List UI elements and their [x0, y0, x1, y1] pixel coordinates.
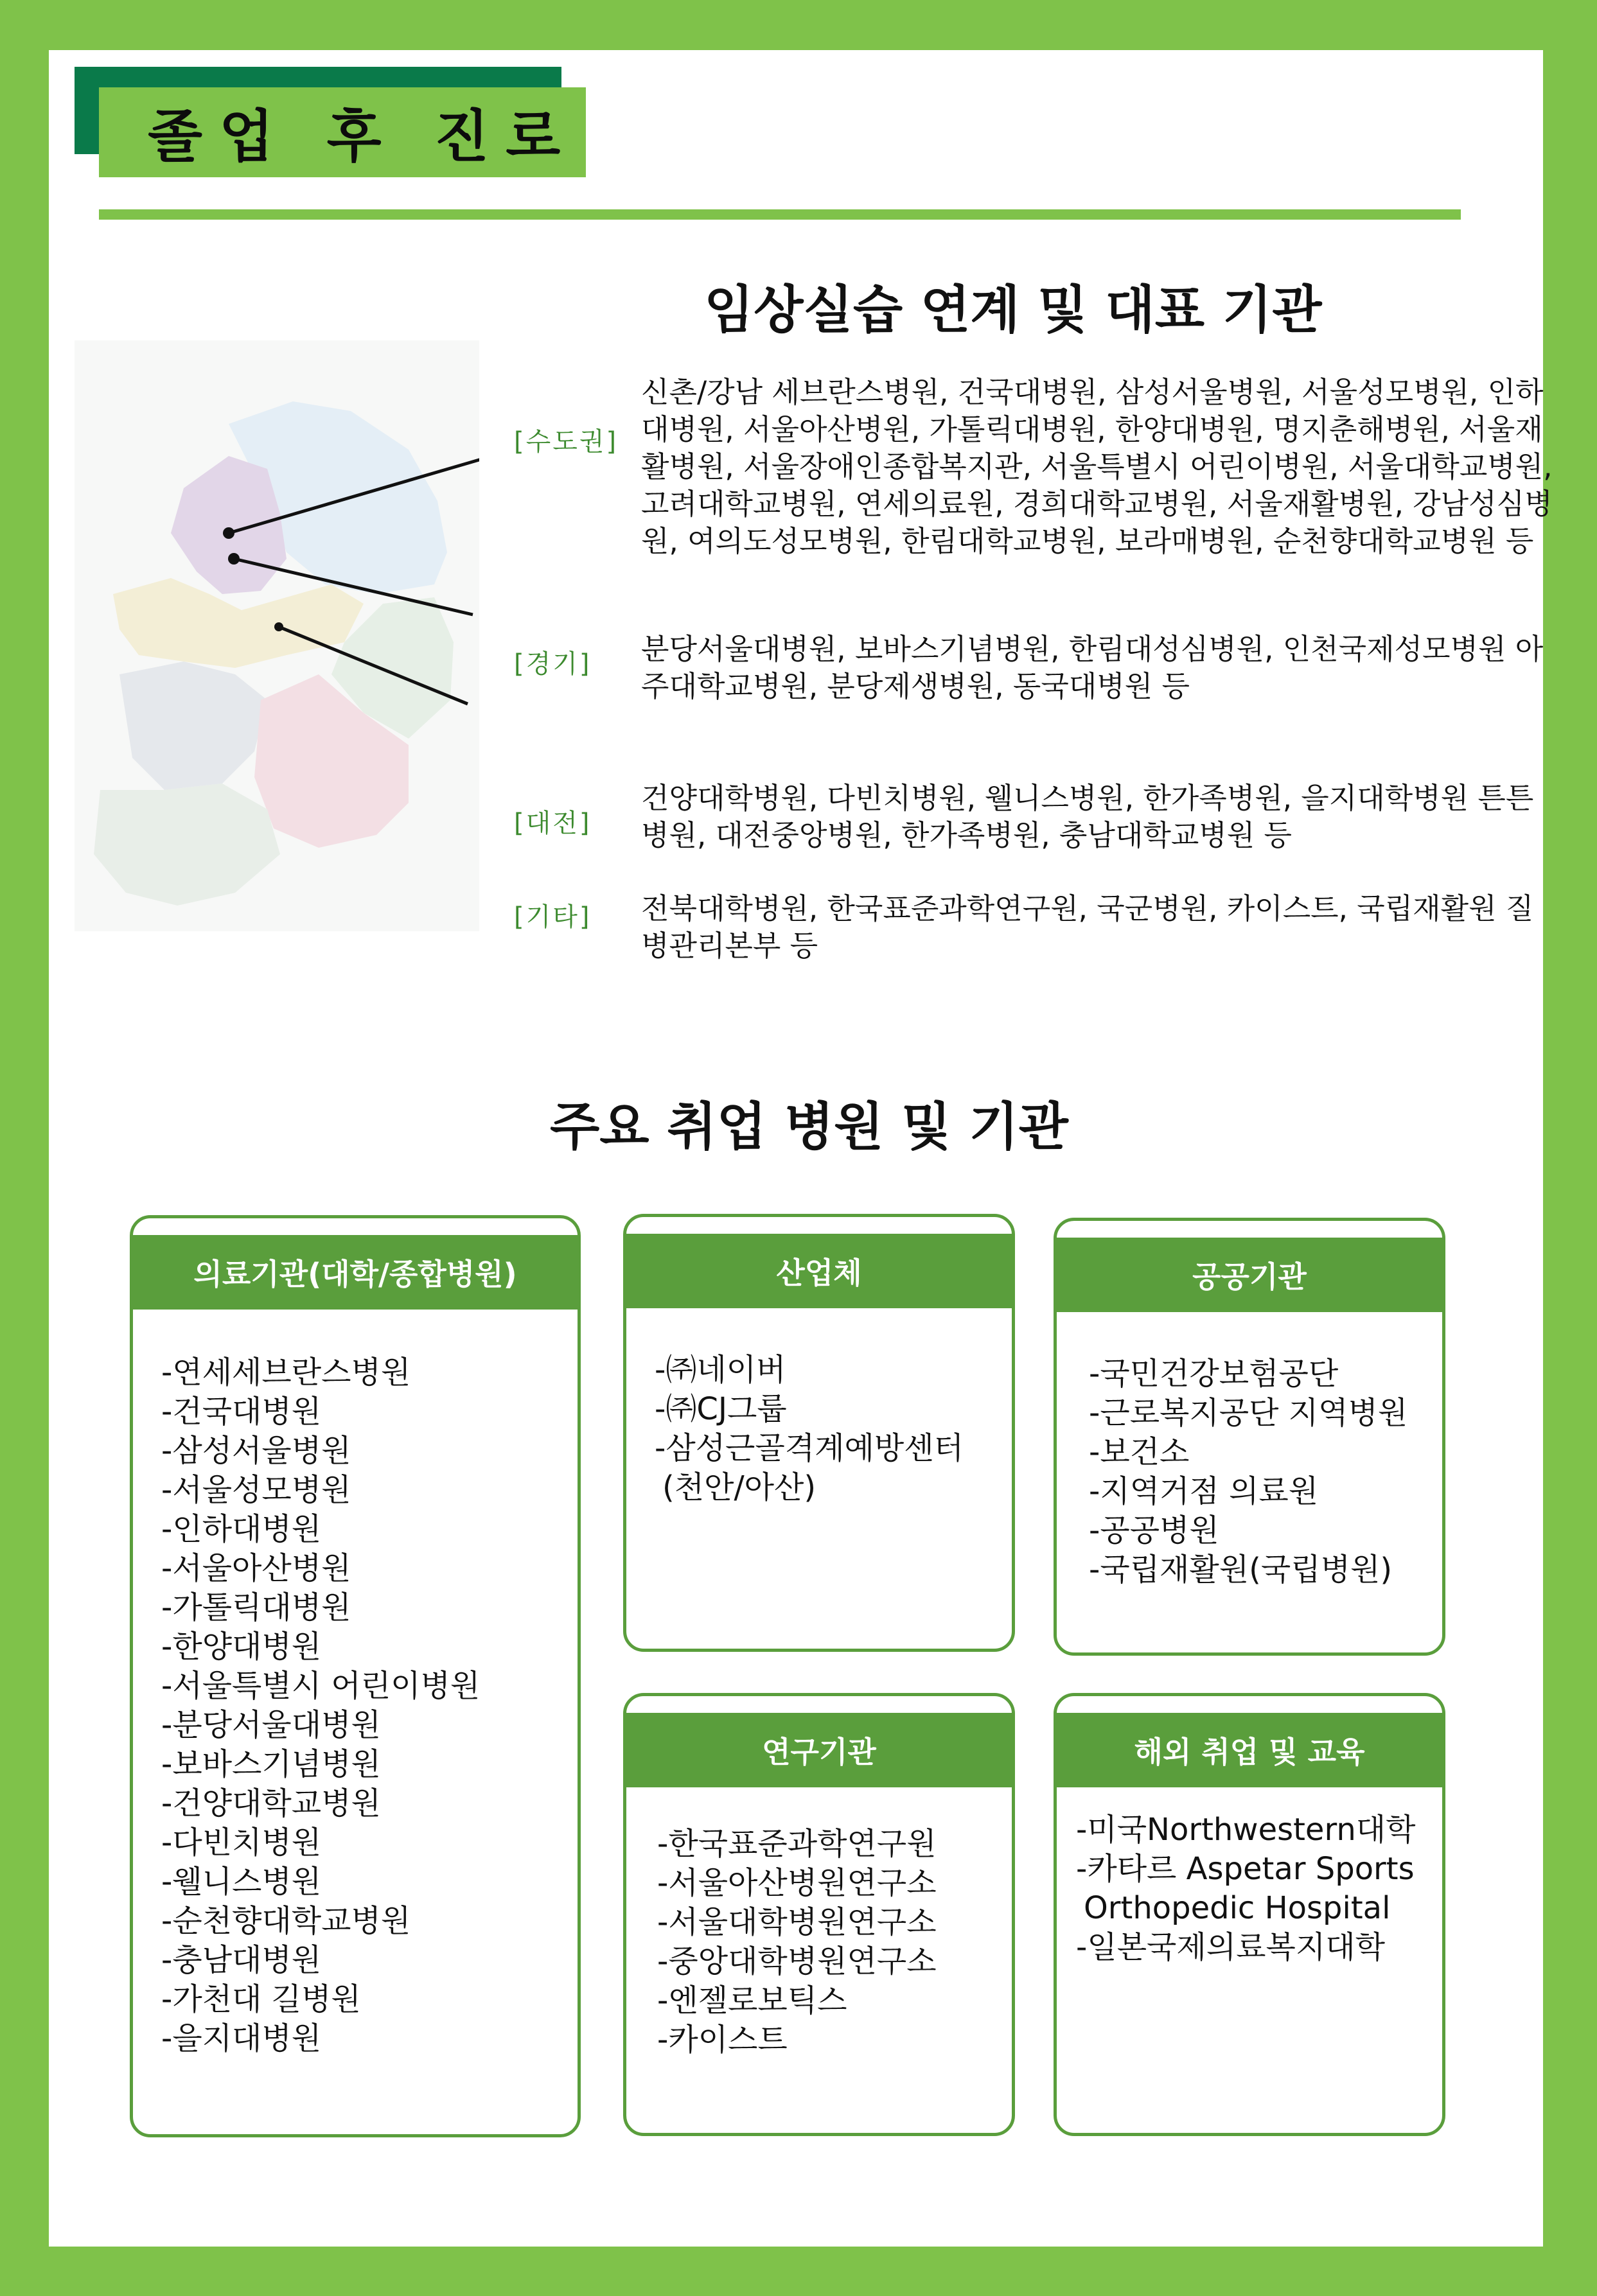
list-item: -서울아산병원 — [161, 1550, 351, 1586]
card-research-title: 연구기관 — [626, 1713, 1012, 1787]
list-item: -분당서울대병원 — [161, 1707, 381, 1743]
list-item: -을지대병원 — [161, 2020, 322, 2056]
list-item: -인하대병원 — [161, 1511, 322, 1547]
card-overseas-title: 해외 취업 및 교육 — [1057, 1713, 1442, 1787]
list-item: -서울대학병원연구소 — [657, 1904, 937, 1940]
list-item: -웰니스병원 — [161, 1864, 322, 1900]
list-item: -한국표준과학연구원 — [657, 1826, 937, 1862]
list-item: -㈜네이버 — [655, 1352, 786, 1388]
employment-heading: 주요 취업 병원 및 기관 — [550, 1097, 1068, 1157]
region-tag-sudogwon: [수도권] — [514, 427, 619, 457]
card-industry-title: 산업체 — [626, 1234, 1012, 1308]
list-item: -보바스기념병원 — [161, 1746, 381, 1782]
list-item: -미국Northwestern대학 — [1076, 1812, 1416, 1848]
list-item: -삼성서울병원 — [161, 1433, 351, 1469]
korea-region-map — [75, 340, 479, 931]
list-item: Orthopedic Hospital — [1084, 1890, 1391, 1926]
list-item: -국민건강보험공단 — [1089, 1356, 1339, 1392]
card-research — [623, 1693, 1015, 2136]
list-item: -서울특별시 어린이병원 — [161, 1668, 481, 1704]
list-item: -가천대 길병원 — [161, 1981, 361, 2017]
title-divider — [99, 209, 1461, 220]
list-item: -카이스트 — [657, 2022, 788, 2058]
list-item: -가톨릭대병원 — [161, 1590, 351, 1626]
list-item: -근로복지공단 지역병원 — [1089, 1395, 1408, 1431]
card-overseas — [1054, 1693, 1445, 2136]
region-text-other: 전북대학병원, 한국표준과학연구원, 국군병원, 카이스트, 국립재활원 질병관리본부 등 — [641, 891, 1534, 963]
card-industry-list — [626, 1308, 1012, 1507]
list-item: -국립재활원(국립병원) — [1089, 1552, 1393, 1588]
region-text-sudogwon: 신촌/강남 세브란스병원, 건국대병원, 삼성서울병원, 서울성모병원, 인하대병원, 서울아산병원, 가톨릭대병원, 한양대병원, 명지춘해병원, 서울재활병원, 서울장애인종합복지관, 서울특별시 어린이병원, 서울대학교병원, 고려대학교병원, 연세의료원, 경희대학교병원, 서울재활병원, 강남성심병원, 여의도성모병원, 한림대학교병원, 보라매병원, 순천향대학교병원 등 — [641, 375, 1553, 558]
list-item: (천안/아산) — [662, 1469, 816, 1505]
list-item: -서울성모병원 — [161, 1472, 351, 1508]
list-item: -건양대학교병원 — [161, 1785, 381, 1821]
clinical-heading: 임상실습 연계 및 대표 기관 — [704, 280, 1322, 340]
list-item: -다빈치병원 — [161, 1825, 322, 1861]
card-public-list — [1057, 1312, 1442, 1590]
card-public-title: 공공기관 — [1057, 1238, 1442, 1312]
list-item: -카타르 Aspetar Sports — [1076, 1851, 1415, 1887]
region-tag-other: [기타] — [514, 902, 592, 932]
region-text-daejeon: 건양대학병원, 다빈치병원, 웰니스병원, 한가족병원, 을지대학병원 튼튼병원, 대전중앙병원, 한가족병원, 충남대학교병원 등 — [641, 781, 1534, 852]
list-item: -지역거점 의료원 — [1089, 1473, 1319, 1509]
list-item: -보건소 — [1089, 1434, 1190, 1470]
list-item: -엔젤로보틱스 — [657, 1983, 847, 2019]
list-item: -중앙대학병원연구소 — [657, 1943, 937, 1979]
card-medical-list — [133, 1310, 578, 2058]
region-text-gyeonggi: 분당서울대병원, 보바스기념병원, 한림대성심병원, 인천국제성모병원 아주대학교병원, 분당제생병원, 동국대병원 등 — [641, 632, 1544, 703]
list-item: -삼성근골격계예방센터 — [655, 1430, 964, 1466]
list-item: -충남대병원 — [161, 1942, 322, 1978]
card-research-list — [626, 1787, 1012, 2060]
card-medical — [130, 1215, 581, 2137]
card-public — [1054, 1218, 1445, 1656]
list-item: -한양대병원 — [161, 1629, 322, 1665]
list-item: -㈜CJ그룹 — [655, 1391, 787, 1427]
page-title: 졸업 후 진로 — [148, 103, 578, 170]
list-item: -서울아산병원연구소 — [657, 1865, 937, 1901]
card-overseas-list — [1057, 1787, 1442, 1967]
card-industry — [623, 1214, 1015, 1652]
card-medical-title: 의료기관(대학/종합병원) — [133, 1235, 578, 1310]
region-tag-daejeon: [대전] — [514, 809, 592, 838]
list-item: -건국대병원 — [161, 1394, 322, 1430]
list-item: -순천향대학교병원 — [161, 1903, 411, 1939]
list-item: -연세세브란스병원 — [161, 1354, 411, 1390]
list-item: -공공병원 — [1089, 1512, 1219, 1548]
title-banner — [99, 87, 586, 177]
region-tag-gyeonggi: [경기] — [514, 649, 592, 679]
list-item: -일본국제의료복지대학 — [1076, 1929, 1386, 1965]
